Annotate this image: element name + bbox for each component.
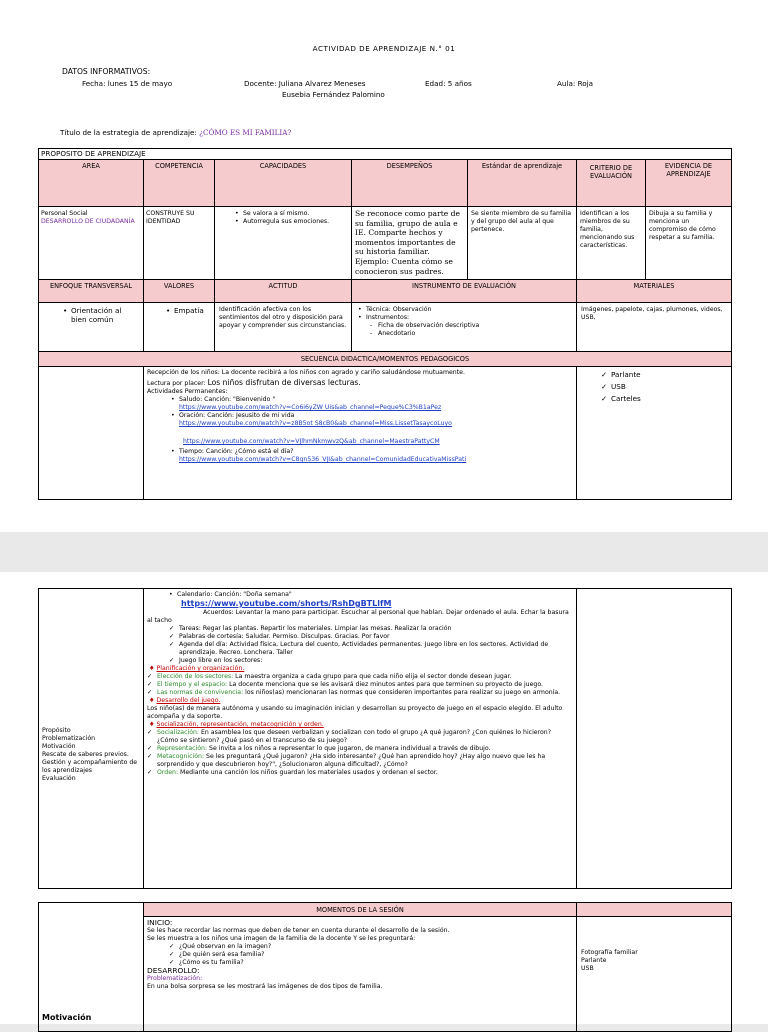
instrumento-1: - Ficha de observación descriptiva xyxy=(368,322,572,330)
cell-competencia: CONSTRUYE SU IDENTIDAD xyxy=(143,206,215,280)
actividades-permanentes: Actividades Permanentes: xyxy=(147,388,228,395)
pregunta-1: ✓ ¿Qué observan en la imagen? xyxy=(169,943,573,951)
eleccion-label: Elección de los sectores: xyxy=(157,673,234,680)
desarrollo-juego: Desarrollo del juego. xyxy=(156,697,221,704)
material-carteles: ✓ Carteles xyxy=(601,394,731,403)
material-usb-2: USB xyxy=(581,965,594,972)
fecha: Fecha: lunes 15 de mayo xyxy=(82,79,173,88)
cell-estandar: Se siente miembro de su familia y del grupo del aula al que pertenece. xyxy=(467,206,577,280)
secuencia-header: SECUENCIA DIDACTICA/MOMENTOS PEDAGOGICOS xyxy=(38,351,732,367)
juego-libre: ✓ Juego libre en los sectores: xyxy=(169,657,573,665)
col-materiales: MATERIALES xyxy=(576,279,732,303)
capacidad-2: • Autorregula sus emociones. xyxy=(233,218,347,226)
acuerdos: Acuerdos: Levantar la mano para participar. Escuchar al personal que hablan. Dejar ordenado el aula. Echar la basura al tacho xyxy=(147,609,569,624)
calendario-link[interactable]: https://www.youtube.com/shorts/RshDgBTLlfM xyxy=(181,599,392,608)
edad: Edad: 5 años xyxy=(425,79,472,88)
soc-text: En asamblea los que deseen verbalizan y socializan con todo el grupo ¿A qué jugaron? ¿Con quiénes lo hicieron? ¿Cómo se sintieron? ¿Qué pasó en el transcurso de su juego? xyxy=(157,729,552,744)
saludo: • Saludo: Canción: "Bienvenido " xyxy=(169,396,573,404)
seq-materials-cell xyxy=(576,366,732,500)
tiempo: • Tiempo: Canción: ¿Cómo está el día? xyxy=(169,448,573,456)
inicio-2: Se les muestra a los niños una imagen de la familia de la docente Y se les preguntará: xyxy=(147,935,416,942)
tiempo-espacio xyxy=(147,681,573,689)
area-desarrollo: DESARROLLO DE CIUDADANÍA xyxy=(41,218,135,225)
desarrollo-label: DESARROLLO: xyxy=(147,966,200,975)
cortesia: ✓ Palabras de cortesía: Saludar. Permiso. Disculpas. Gracias. Por favor xyxy=(169,633,573,641)
col-actitud: ACTITUD xyxy=(214,279,352,303)
socializacion xyxy=(147,729,573,745)
agenda: ✓ Agenda del día: Actividad física, Lectura del cuento, Actividades permanentes. Juego libre en los sectores. Actividad de aprendizaje. Recreo. Lonchera. Taller xyxy=(169,641,573,657)
cell-actitud: Identificación afectiva con los sentimientos del otro y disposición para apoyar y comprender sus circunstancias. xyxy=(214,302,352,352)
docente: Docente: Juliana Alvarez Meneses xyxy=(244,79,366,88)
saludo-link[interactable]: https://www.youtube.com/watch?v=Co6i6yZW Uis&ab_channel=Peque%C3%B1aPez xyxy=(179,404,442,411)
docente-2: Eusebia Fernández Palomino xyxy=(282,90,385,99)
material-foto: Fotografía familiar xyxy=(581,949,638,956)
area-personal-social: Personal Social xyxy=(41,210,88,217)
phases-cell xyxy=(38,588,144,889)
pregunta-3: ✓ ¿Cómo es tu familia? xyxy=(169,959,573,967)
desarrollo-text: Los niño(as) de manera autónoma y usando su imaginación inician y desarrollan su proyecto de juego en el espacio elegido. El adulto acompaña y da soporte. xyxy=(147,705,563,720)
juego-materials-cell xyxy=(576,588,732,889)
oracion-link[interactable]: https://www.youtube.com/watch?v=z8B5ot S8cB0&ab_channel=Miss.LissetTasaycoLuyo xyxy=(179,420,452,427)
motivacion-cell xyxy=(38,902,144,1032)
meta-label: Metacognición: xyxy=(157,753,205,760)
instrumento-2: - Anecdotario xyxy=(368,330,572,338)
cell-valores xyxy=(143,302,215,352)
tiempo-label: El tiempo y el espacio: xyxy=(157,681,228,688)
tecnica: • Técnica: Observación xyxy=(356,306,572,314)
col-enfoque: ENFOQUE TRANSVERSAL xyxy=(38,279,144,303)
rep-text: Se invita a los niños a representar lo que jugaron, de manera individual a través de dibujo. xyxy=(209,745,491,752)
phase-evaluacion: Evaluación xyxy=(42,775,76,782)
col-area: AREA xyxy=(38,159,144,207)
cell-enfoque xyxy=(38,302,144,352)
page-2 xyxy=(0,572,768,1024)
momentos-header: MOMENTOS DE LA SESIÓN xyxy=(143,902,577,917)
aula: Aula: Roja xyxy=(557,79,594,88)
lectura-label: Lectura por placer: xyxy=(147,380,206,387)
inicio-cell xyxy=(143,916,577,1032)
metacognicion xyxy=(147,753,573,769)
calendario: • Calendario: Canción: "Doña semana" xyxy=(167,591,573,599)
lectura xyxy=(147,379,573,388)
col-instrumento: INSTRUMENTO DE EVALUACIÓN xyxy=(351,279,577,303)
tareas: ✓ Tareas: Regar las plantas. Repartir los materiales. Limpiar las mesas. Realizar la oración xyxy=(169,625,573,633)
col-evidencia: EVIDENCIA DE APRENDIZAJE xyxy=(645,159,732,207)
phase-gestion: Gestión y acompañamiento de los aprendizajes xyxy=(42,759,138,774)
phase-motivacion: Motivación xyxy=(42,743,76,750)
strategy-value: ¿CÓMO ES MI FAMILIA? xyxy=(199,128,292,137)
col-estandar: Estándar de aprendizaje xyxy=(467,159,577,207)
representacion xyxy=(147,745,573,753)
orden-text: Mediante una canción los niños guardan los materiales usados y ordenan el sector. xyxy=(180,769,438,776)
meta-text: Se les preguntará ¿Qué jugaron? ¿Ha sido interesante? ¿Qué han aprendido hoy? ¿Hay algo nuevo que les ha sorprendido y que descubrieron hoy?", ¿Solucionaron alguna dificultad?, ¿Cómo? xyxy=(157,753,546,768)
valor-item: • Empatía xyxy=(164,306,210,315)
normas-text: los niños(as) mencionaran las normas que consideren importantes para realizar su juego en armonía. xyxy=(245,689,561,696)
seq-left-cell xyxy=(38,366,144,500)
material-usb: ✓ USB xyxy=(601,382,731,391)
planificacion: Planificación y organización. xyxy=(156,665,245,672)
inicio-label: INICIO: xyxy=(147,918,173,927)
cell-materiales: Imágenes, papelote, cajas, plumones, videos, USB, xyxy=(576,302,732,352)
motivacion-label: Motivación xyxy=(42,1013,92,1022)
phase-rescate: Rescate de saberes previos. xyxy=(42,751,129,758)
recepcion: Recepción de los niños: La docente recibirá a los niños con agrado y cariño saludándose mutuamente. xyxy=(147,369,465,376)
instrumentos-label: • Instrumentos: xyxy=(356,314,572,322)
col-competencia: COMPETENCIA xyxy=(143,159,215,207)
strategy-label: Título de la estrategia de aprendizaje: xyxy=(60,128,197,137)
normas xyxy=(147,689,573,697)
seq-main-cell xyxy=(143,366,577,500)
socializacion-header: Socialización, representación, metacognición y orden. xyxy=(156,721,324,728)
col-valores: VALORES xyxy=(143,279,215,303)
bolsa-sorpresa: En una bolsa sorpresa se les mostrará las imágenes de dos tipos de familia. xyxy=(147,983,383,990)
material-parlante: ✓ Parlante xyxy=(601,370,731,379)
juego-cell: • Calendario: Canción: "Doña semana" https://www.youtube.com/shorts/RshDgBTLlfM Acuerdos: Levantar la mano para participar. Escuchar al personal que hablan. Dejar ordenado el aula. Echar la basura al tacho ✓ Tareas: Regar las plantas. Repartir los materiales. Limpiar las mesas. Realizar la oración ✓ Palabras de cortesía: Saludar. Permiso. Disculpas. Gracias. Por favor ✓ Agenda del día: Actividad física, Lectura del cuento, Actividades permanentes. Juego libre en los sectores. Actividad de aprendizaje. Recreo. Lonchera. Taller ✓ Juego libre en los sectores: ♦ Planificación y organización. ✓ Elección de los sectores: La maestra organiza a cada grupo para que cada niño elija el sector donde desean jugar. ✓ El tiempo y el espacio: La docente menciona que se les avisará diez minutos antes para que terminen su proyecto de juego. ✓ Las normas de convivencia: los niños(as) mencionaran las normas que consideren importantes para realizar su juego en armonía. ♦ Desarrollo del juego. Los niño(as) de manera autónoma y usando su imaginación inician y desarrollan su proyecto de juego en el espacio elegido. El adulto acompaña y da soporte. ♦ Socialización, representación, metacognición y orden. ✓ Socialización: En asamblea los que deseen verbalizan y socializan con todo el grupo ¿A qué jugaron? ¿Con quiénes lo hicieron? ¿Cómo se sintieron? ¿Qué pasó en el transcurso de su juego? ✓ Representación: Se invita a los niños a representar lo que jugaron, de manera individual a través de dibujo. ✓ Metacognición: Se les preguntará ¿Qué jugaron? ¿Ha sido interesante? ¿Qué han aprendido hoy? ¿Hay algo nuevo que les ha sorprendido y que descubrieron hoy?", ¿Solucionaron alguna dificultad?, ¿Cómo? ✓ Orden: Mediante una canción los niños guardan los materiales usados y ordenan el sector. xyxy=(143,588,577,889)
capacidad-1: • Se valora a sí mismo. xyxy=(233,210,347,218)
cell-desempeno: Se reconoce como parte de su familia, grupo de aula e IE. Comparte hechos y momentos importantes de su historia familiar. Ejemplo: Cuenta cómo se conocieron sus padres. xyxy=(351,206,468,280)
rep-label: Representación: xyxy=(157,745,208,752)
orden-label: Orden: xyxy=(157,769,179,776)
cell-area xyxy=(38,206,144,280)
eleccion xyxy=(147,673,573,681)
inicio-materials-cell xyxy=(576,916,732,1032)
col-desempenos: DESEMPEÑOS xyxy=(351,159,468,207)
oracion-link-2[interactable]: https://www.youtube.com/watch?v=VJlhmNkmwvzQ&ab_channel=MaestraPattyCM xyxy=(183,438,440,445)
proposito-header: PROPOSITO DE APRENDIZAJE xyxy=(38,148,732,160)
activity-title: ACTIVIDAD DE APRENDIZAJE N.° 01 xyxy=(312,44,456,53)
oracion: • Oración: Canción: Jesusito de mi vida xyxy=(169,412,573,420)
problematizacion: Problematización: xyxy=(147,975,203,982)
cell-capacidades xyxy=(214,206,352,280)
strategy-title xyxy=(60,128,291,137)
tiempo-text: La docente menciona que se les avisará diez minutos antes para que terminen su proyecto de juego. xyxy=(229,681,543,688)
normas-label: Las normas de convivencia: xyxy=(157,689,244,696)
col-capacidades: CAPACIDADES xyxy=(214,159,352,207)
tiempo-link[interactable]: https://www.youtube.com/watch?v=C8gn536_VJI&ab_channel=ComunidadEducativaMissPati xyxy=(179,456,467,463)
phase-problematizacion: Problematización xyxy=(42,735,96,742)
cell-evidencia: Dibuja a su familia y menciona un compromiso de cómo respetar a su familia. xyxy=(645,206,732,280)
enfoque-item: • Orientación al bien común xyxy=(61,306,139,324)
cell-criterio: Identifican a los miembros de su familia, mencionando sus características. xyxy=(576,206,646,280)
inicio-1: Se les hace recordar las normas que deben de tener en cuenta durante el desarrollo de la sesión. xyxy=(147,927,450,934)
eleccion-text: La maestra organiza a cada grupo para que cada niño elija el sector donde desean jugar. xyxy=(235,673,512,680)
orden xyxy=(147,769,573,777)
lectura-text: Los niños disfrutan de diversas lecturas. xyxy=(207,378,361,387)
soc-label: Socialización: xyxy=(157,729,200,736)
col-criterio: CRITERIO DE EVALUACIÓN xyxy=(576,159,646,207)
momentos-header-right xyxy=(576,902,732,917)
datos-label: DATOS INFORMATIVOS: xyxy=(62,67,151,76)
material-parlante-2: Parlante xyxy=(581,957,607,964)
phase-proposito: Propósito xyxy=(42,727,71,734)
pregunta-2: ✓ ¿De quién será esa familia? xyxy=(169,951,573,959)
cell-instrumento xyxy=(351,302,577,352)
